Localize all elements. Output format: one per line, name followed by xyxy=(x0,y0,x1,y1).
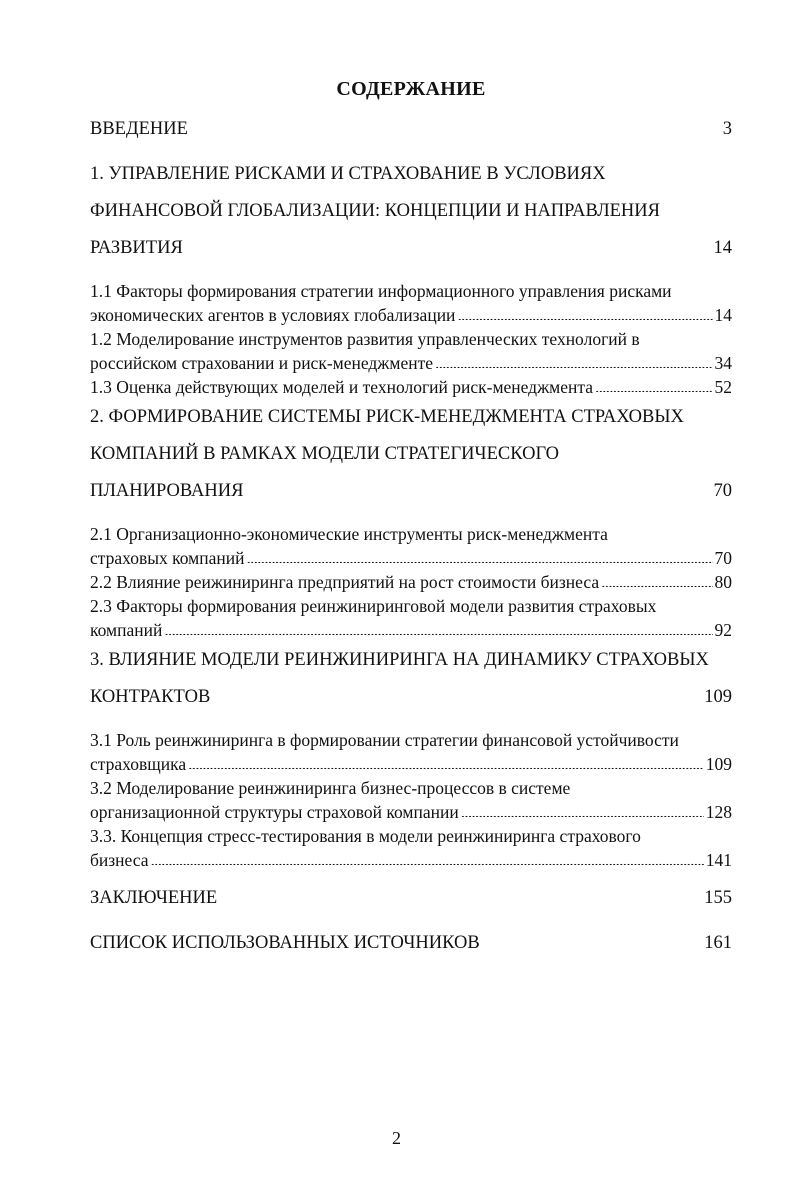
entry-page: 14 xyxy=(714,305,732,325)
leader-dots xyxy=(246,546,712,564)
entry-page: 3 xyxy=(722,119,732,139)
entry-text-line: 2.1 Организационно-экономические инструменты риск-менеджмента xyxy=(90,524,608,544)
entry-text: российском страховании и риск-менеджменте xyxy=(90,353,434,373)
leader-dots xyxy=(212,683,702,702)
leader-dots xyxy=(151,848,704,866)
entry-text-line: 3.1 Роль реинжиниринга в формировании стратегии финансовой устойчивости xyxy=(90,730,679,750)
entry-text-line: 3.3. Концепция стресс-тестирования в модели реинжиниринга страхового xyxy=(90,826,641,846)
entry-page: 92 xyxy=(714,620,732,640)
table-of-contents xyxy=(90,78,732,962)
leader-dots xyxy=(482,929,703,948)
entry-text: организационной структуры страховой компании xyxy=(90,802,459,822)
entry-page: 161 xyxy=(704,933,732,953)
entry-text: РАЗВИТИЯ xyxy=(90,238,183,258)
toc-entry-conclusion xyxy=(90,880,732,917)
leader-dots xyxy=(185,234,712,253)
leader-dots xyxy=(190,115,721,134)
entry-text: ВВЕДЕНИЕ xyxy=(90,119,188,139)
entry-text-line: 2.3 Факторы формирования реинжиниринговой модели развития страховых xyxy=(90,596,657,616)
entry-text: страховщика xyxy=(90,754,187,774)
entry-text: экономических агентов в условиях глобализации xyxy=(90,305,456,325)
entry-page: 80 xyxy=(714,572,732,592)
entry-page: 14 xyxy=(713,238,732,258)
entry-text-line: 3.2 Моделирование реинжиниринга бизнес-процессов в системе xyxy=(90,778,571,798)
entry-page: 70 xyxy=(714,548,732,568)
entry-page: 52 xyxy=(714,377,732,397)
entry-page: 141 xyxy=(705,850,732,870)
toc-entry-chapter-2 xyxy=(90,399,732,510)
entry-text-line: 1.1 Факторы формирования стратегии информационного управления рисками xyxy=(90,281,672,301)
leader-dots xyxy=(457,303,712,321)
leader-dots xyxy=(219,884,702,903)
toc-entry-sources xyxy=(90,925,732,962)
entry-page: 109 xyxy=(705,754,732,774)
entry-text: 1.3 Оценка действующих моделей и технологий риск-менеджмента xyxy=(90,377,594,397)
page-title: СОДЕРЖАНИЕ xyxy=(336,78,486,100)
entry-text: ЗАКЛЮЧЕНИЕ xyxy=(90,888,218,908)
entry-text: 2.2 Влияние реижиниринга предприятий на рост стоимости бизнеса xyxy=(90,572,600,592)
entry-page: 70 xyxy=(713,481,732,501)
toc-entry-intro xyxy=(90,111,732,148)
entry-page: 128 xyxy=(705,802,732,822)
page-number: 2 xyxy=(392,1128,401,1148)
toc-entry-section-3-1 xyxy=(90,728,732,776)
toc-entry-section-2-2 xyxy=(90,570,732,594)
leader-dots xyxy=(595,375,712,393)
entry-text: бизнеса xyxy=(90,850,149,870)
toc-entry-chapter-1 xyxy=(90,156,732,267)
entry-text: компаний xyxy=(90,620,163,640)
entry-text-line: 3. ВЛИЯНИЕ МОДЕЛИ РЕИНЖИНИРИНГА НА ДИНАМИКУ СТРАХОВЫХ xyxy=(90,650,709,670)
leader-dots xyxy=(164,618,712,636)
entry-text-line: ФИНАНСОВОЙ ГЛОБАЛИЗАЦИИ: КОНЦЕПЦИИ И НАПРАВЛЕНИЯ xyxy=(90,201,660,221)
entry-page: 109 xyxy=(704,687,732,707)
leader-dots xyxy=(435,351,712,369)
toc-entry-chapter-3 xyxy=(90,642,732,716)
leader-dots xyxy=(245,477,711,496)
entry-page: 34 xyxy=(714,353,732,373)
toc-entry-section-1-3 xyxy=(90,375,732,399)
entry-page: 155 xyxy=(704,888,732,908)
leader-dots xyxy=(461,800,704,818)
entry-text: ПЛАНИРОВАНИЯ xyxy=(90,481,244,501)
toc-entry-section-2-1 xyxy=(90,522,732,570)
leader-dots xyxy=(188,752,704,770)
leader-dots xyxy=(601,570,712,588)
toc-entry-section-3-3 xyxy=(90,824,732,872)
entry-text-line: 1. УПРАВЛЕНИЕ РИСКАМИ И СТРАХОВАНИЕ В УСЛОВИЯХ xyxy=(90,164,606,184)
toc-entry-section-2-3 xyxy=(90,594,732,642)
entry-text-line: 1.2 Моделирование инструментов развития управленческих технологий в xyxy=(90,329,640,349)
entry-text: КОНТРАКТОВ xyxy=(90,687,211,707)
toc-entry-section-3-2 xyxy=(90,776,732,824)
entry-text-line: 2. ФОРМИРОВАНИЕ СИСТЕМЫ РИСК-МЕНЕДЖМЕНТА СТРАХОВЫХ xyxy=(90,407,684,427)
entry-text: страховых компаний xyxy=(90,548,245,568)
entry-text: СПИСОК ИСПОЛЬЗОВАННЫХ ИСТОЧНИКОВ xyxy=(90,933,480,953)
toc-entry-section-1-2 xyxy=(90,327,732,375)
toc-entry-section-1-1 xyxy=(90,279,732,327)
entry-text-line: КОМПАНИЙ В РАМКАХ МОДЕЛИ СТРАТЕГИЧЕСКОГО xyxy=(90,444,560,464)
